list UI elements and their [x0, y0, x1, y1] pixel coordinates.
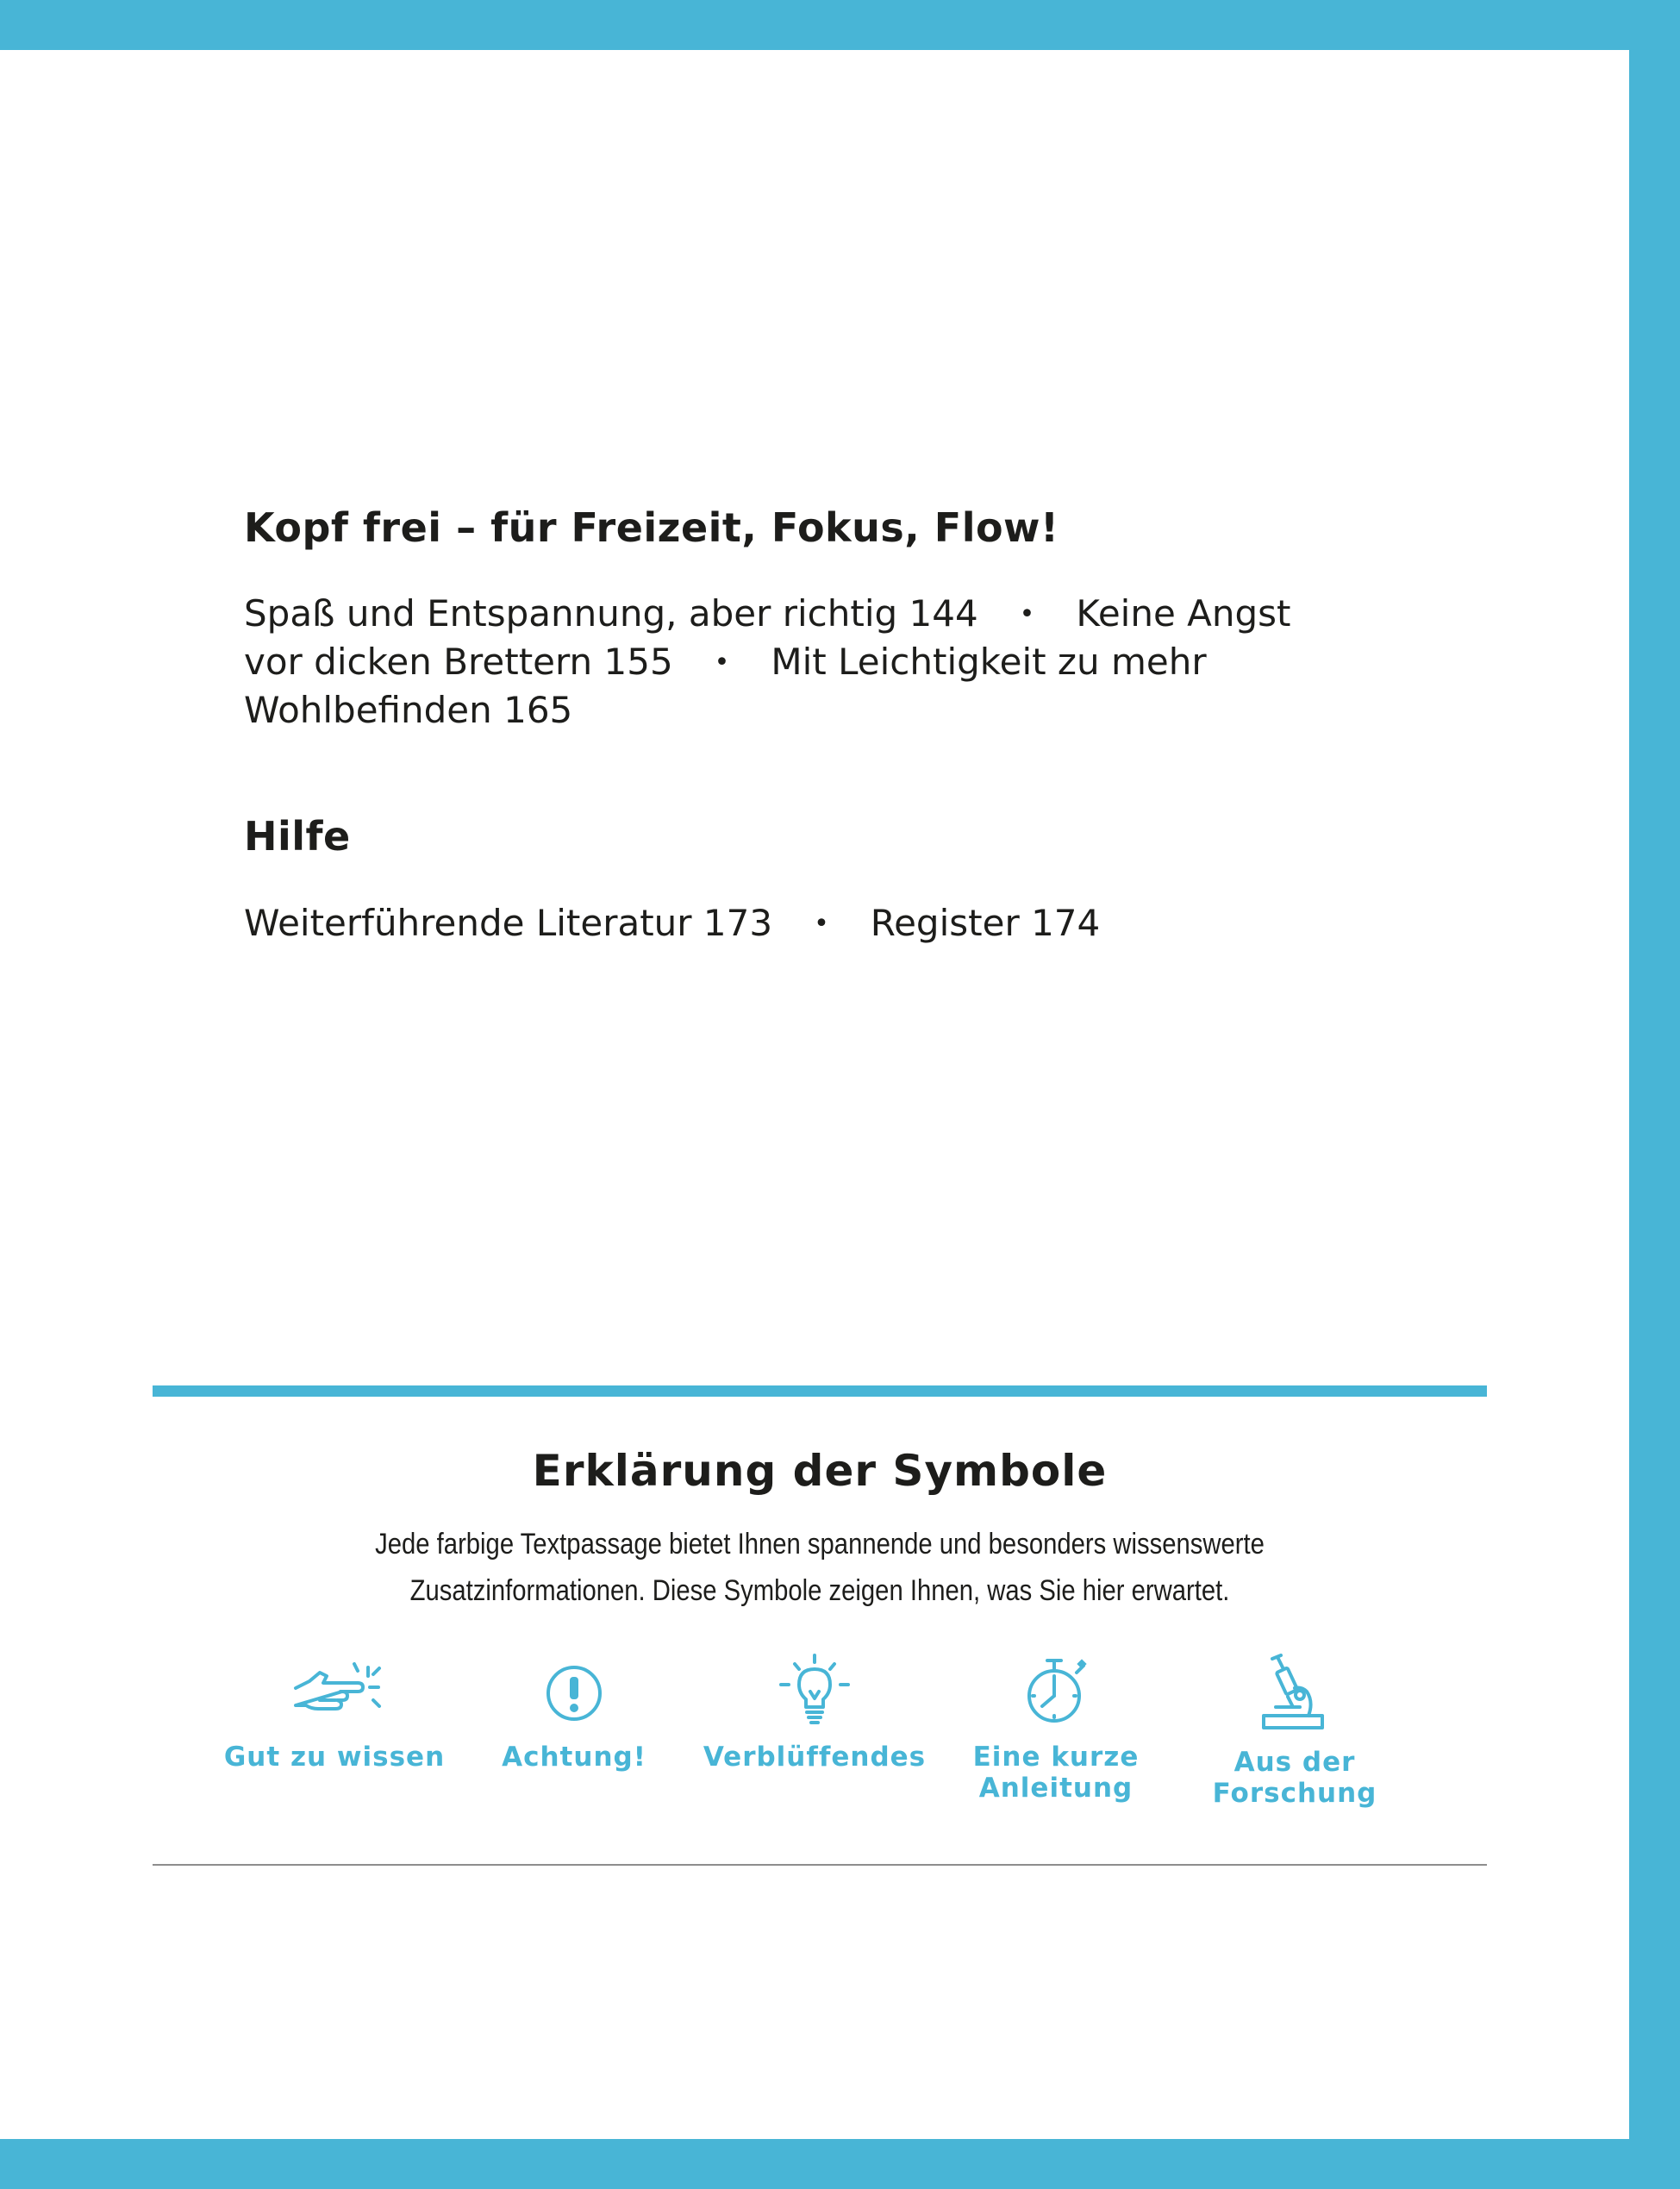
- symbol-achtung: [488, 1654, 660, 1773]
- frame-right-border: [1629, 0, 1680, 2189]
- section-heading-kopf-frei: Kopf frei – für Freizeit, Fokus, Flow!: [244, 504, 1059, 551]
- pointing-hand-icon: [287, 1654, 382, 1726]
- toc-entry[interactable]: Register 174: [870, 902, 1101, 944]
- symbol-gut-zu-wissen: [222, 1654, 447, 1773]
- frame-bottom-border: [0, 2139, 1680, 2189]
- symbol-aus-der-forschung: [1200, 1654, 1390, 1809]
- symbol-label: Achtung!: [502, 1742, 646, 1773]
- symbol-eine-kurze-anleitung: [957, 1654, 1155, 1804]
- legend-intro: [246, 1521, 1393, 1614]
- stopwatch-icon: [1020, 1654, 1092, 1726]
- legend-intro-line: Jede farbige Textpassage bietet Ihnen spannende und besonders wissenswerte: [375, 1528, 1265, 1560]
- legend-intro-line: Zusatzinformationen. Diese Symbole zeigen Ihnen, was Sie hier erwartet.: [409, 1574, 1230, 1607]
- bullet-separator: •: [1019, 599, 1035, 629]
- exclamation-circle-icon: [538, 1654, 610, 1726]
- symbol-label: Gut zu wissen: [223, 1742, 446, 1773]
- toc-entry[interactable]: Spaß und Entspannung, aber richtig 144: [244, 592, 978, 635]
- symbol-label: Eine kurze Anleitung: [972, 1742, 1140, 1804]
- legend-bottom-rule: [153, 1864, 1487, 1866]
- symbol-verblueffendes: [698, 1654, 931, 1773]
- toc-entry[interactable]: Keine Angst: [1076, 592, 1291, 635]
- legend-title: Erklärung der Symbole: [532, 1446, 1108, 1496]
- toc-line: [244, 686, 1390, 735]
- section-heading-hilfe: Hilfe: [244, 813, 351, 860]
- toc-entry[interactable]: Weiterführende Literatur 173: [244, 902, 773, 944]
- bullet-separator: •: [814, 909, 829, 939]
- toc-line: [244, 638, 1390, 687]
- toc-line: [244, 590, 1390, 639]
- lightbulb-icon: [776, 1654, 853, 1726]
- bullet-separator: •: [714, 647, 730, 678]
- toc-entry[interactable]: Wohlbefinden 165: [244, 689, 573, 731]
- toc-entry[interactable]: vor dicken Brettern 155: [244, 641, 673, 683]
- symbol-label: Aus der Forschung: [1212, 1747, 1377, 1809]
- microscope-icon: [1258, 1654, 1331, 1731]
- toc-line: [244, 899, 1390, 948]
- frame-top-border: [0, 0, 1680, 50]
- symbol-label: Verblüffendes: [703, 1742, 927, 1773]
- toc-entry[interactable]: Mit Leichtigkeit zu mehr: [771, 641, 1207, 683]
- legend-top-rule: [153, 1385, 1487, 1397]
